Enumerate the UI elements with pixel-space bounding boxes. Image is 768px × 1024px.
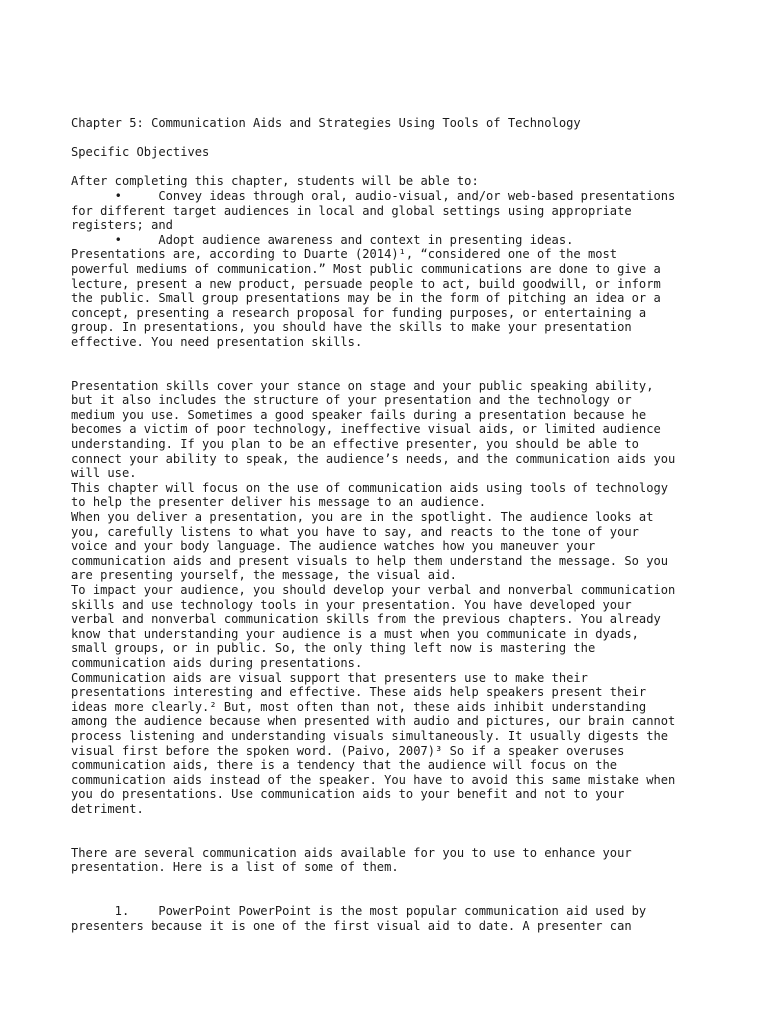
paragraph-aids-intro <box>71 846 711 875</box>
text-line: for different target audiences in local and global settings using appropriate <box>71 203 632 218</box>
paragraph-objectives <box>71 174 711 349</box>
text-line: among the audience because when presented with audio and pictures, our brain cannot <box>71 714 676 729</box>
section-heading: Specific Objectives <box>71 145 210 160</box>
text-line: effective. You need presentation skills. <box>71 334 363 349</box>
text-line: • Convey ideas through oral, audio-visual, and/or web-based presentations <box>71 188 676 203</box>
spacer <box>71 350 711 379</box>
text-line: you do presentations. Use communication aids to your benefit and not to your <box>71 787 625 802</box>
text-line: After completing this chapter, students will be able to: <box>71 174 479 189</box>
text-line: There are several communication aids available for you to use to enhance your <box>71 845 632 860</box>
text-line: ideas more clearly.² But, most often than not, these aids inhibit understanding <box>71 699 647 714</box>
text-line: communication aids and present visuals to help them understand the message. So you <box>71 553 669 568</box>
text-line: • Adopt audience awareness and context in presenting ideas. <box>71 232 574 247</box>
text-line: but it also includes the structure of your presentation and the technology or <box>71 393 632 408</box>
text-line: becomes a victim of poor technology, ineffective visual aids, or limited audience <box>71 422 661 437</box>
spacer <box>71 131 711 146</box>
text-line: lecture, present a new product, persuade people to act, build goodwill, or inform <box>71 276 661 291</box>
text-line: detriment. <box>71 801 144 816</box>
spacer <box>71 817 711 846</box>
text-line: communication aids, there is a tendency that the audience will focus on the <box>71 758 618 773</box>
text-line: know that understanding your audience is a must when you communicate in dyads, <box>71 626 639 641</box>
text-line: will use. <box>71 466 137 481</box>
text-line: powerful mediums of communication.” Most public communications are done to give a <box>71 261 661 276</box>
text-line: group. In presentations, you should have the skills to make your presentation <box>71 320 632 335</box>
text-line: Presentations are, according to Duarte (2014)¹, “considered one of the most <box>71 247 618 262</box>
text-line: communication aids during presentations. <box>71 655 363 670</box>
text-line: verbal and nonverbal communication skills from the previous chapters. You already <box>71 612 661 627</box>
document-page <box>71 116 711 933</box>
text-line: Communication aids are visual support that presenters use to make their <box>71 670 588 685</box>
text-line: When you deliver a presentation, you are in the spotlight. The audience looks at <box>71 510 654 525</box>
text-line: presenters because it is one of the first visual aid to date. A presenter can <box>71 918 632 933</box>
text-line: Presentation skills cover your stance on stage and your public speaking ability, <box>71 378 654 393</box>
text-line: to help the presenter deliver his message to an audience. <box>71 495 487 510</box>
list-item-powerpoint <box>71 904 711 933</box>
text-line: medium you use. Sometimes a good speaker fails during a presentation because he <box>71 407 647 422</box>
text-line: presentation. Here is a list of some of them. <box>71 860 399 875</box>
chapter-title: Chapter 5: Communication Aids and Strategies Using Tools of Technology <box>71 116 581 130</box>
text-line: process listening and understanding visuals simultaneously. It usually digests the <box>71 728 669 743</box>
text-line: 1. PowerPoint PowerPoint is the most popular communication aid used by <box>71 904 647 919</box>
text-line: understanding. If you plan to be an effective presenter, you should be able to <box>71 437 639 452</box>
text-line: small groups, or in public. So, the only thing left now is mastering the <box>71 641 596 656</box>
text-line: visual first before the spoken word. (Paivo, 2007)³ So if a speaker overuses <box>71 743 625 758</box>
spacer <box>71 875 711 904</box>
text-line: you, carefully listens to what you have to say, and reacts to the tone of your <box>71 524 639 539</box>
text-line: presentations interesting and effective. These aids help speakers present their <box>71 685 647 700</box>
spacer <box>71 160 711 175</box>
text-line: skills and use technology tools in your presentation. You have developed your <box>71 597 632 612</box>
text-line: are presenting yourself, the message, the visual aid. <box>71 568 457 583</box>
text-line: communication aids instead of the speaker. You have to avoid this same mistake when <box>71 772 676 787</box>
text-line: the public. Small group presentations may be in the form of pitching an idea or a <box>71 291 661 306</box>
text-line: concept, presenting a research proposal for funding purposes, or entertaining a <box>71 305 647 320</box>
text-line: To impact your audience, you should develop your verbal and nonverbal communication <box>71 583 676 597</box>
text-line: registers; and <box>71 218 173 233</box>
paragraph-presentation-skills <box>71 379 711 817</box>
text-line: connect your ability to speak, the audience’s needs, and the communication aids you <box>71 451 676 466</box>
text-line: voice and your body language. The audience watches how you maneuver your <box>71 539 596 554</box>
text-line: This chapter will focus on the use of communication aids using tools of technology <box>71 480 669 495</box>
